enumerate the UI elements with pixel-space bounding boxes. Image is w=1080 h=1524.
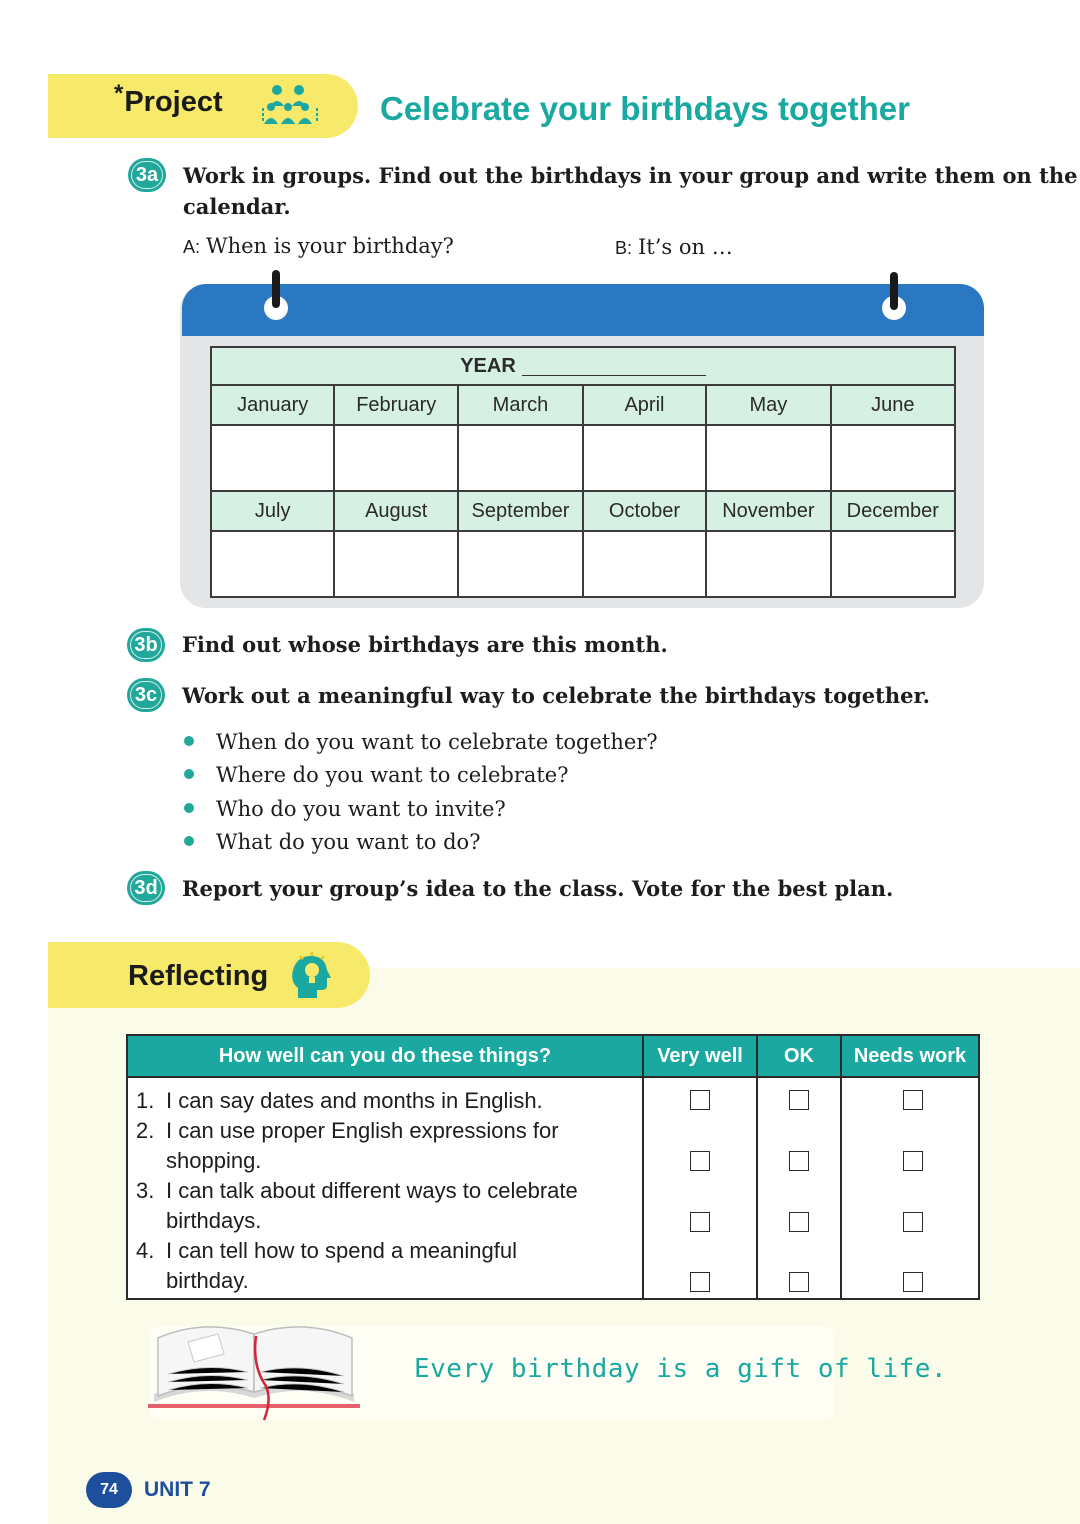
- checkbox-ok-3[interactable]: [789, 1212, 809, 1232]
- header-ok: OK: [757, 1035, 841, 1077]
- month-header: May: [706, 385, 830, 425]
- project-title: Celebrate your birthdays together: [380, 90, 910, 127]
- lightbulb-head-icon: [290, 950, 334, 1000]
- header-needs-work: Needs work: [841, 1035, 979, 1077]
- month-write-cell[interactable]: [583, 531, 706, 597]
- unit-label: UNIT 7: [144, 1478, 211, 1501]
- month-write-cell[interactable]: [831, 531, 955, 597]
- list-item: Who do you want to invite?: [184, 793, 658, 826]
- checkbox-very-well-1[interactable]: [690, 1090, 710, 1110]
- bullet-icon: [184, 769, 194, 779]
- page-number: 74: [86, 1472, 132, 1508]
- ok-column: [757, 1077, 841, 1299]
- checkbox-needs-work-3[interactable]: [903, 1212, 923, 1232]
- month-header: September: [458, 491, 583, 531]
- statements-cell: [127, 1077, 643, 1299]
- bullet-icon: [184, 736, 194, 746]
- month-header: June: [831, 385, 955, 425]
- open-book-icon: [148, 1324, 362, 1424]
- very-well-column: [643, 1077, 757, 1299]
- optional-star: *: [114, 80, 124, 107]
- step-3a-instruction: Work in groups. Find out the birthdays in your group and write them on the calendar.: [183, 163, 1078, 219]
- month-header: October: [583, 491, 706, 531]
- dialog-a: A: When is your birthday?: [183, 234, 454, 258]
- calendar-clip-left: [272, 270, 280, 308]
- checkbox-ok-4[interactable]: [789, 1272, 809, 1292]
- month-header: December: [831, 491, 955, 531]
- project-label: *Project: [114, 80, 223, 118]
- month-write-cell[interactable]: [831, 425, 955, 491]
- month-write-cell[interactable]: [706, 425, 830, 491]
- month-write-cell[interactable]: [706, 531, 830, 597]
- month-write-cell[interactable]: [211, 425, 334, 491]
- month-header: August: [334, 491, 458, 531]
- group-icon: [260, 84, 320, 128]
- month-header: July: [211, 491, 334, 531]
- speaker-b: B:: [615, 238, 633, 258]
- month-write-cell[interactable]: [458, 531, 583, 597]
- checkbox-needs-work-1[interactable]: [903, 1090, 923, 1110]
- month-write-cell[interactable]: [334, 531, 458, 597]
- month-header: November: [706, 491, 830, 531]
- month-write-cell[interactable]: [211, 531, 334, 597]
- checkbox-ok-1[interactable]: [789, 1090, 809, 1110]
- month-header: January: [211, 385, 334, 425]
- month-write-cell[interactable]: [583, 425, 706, 491]
- month-header: February: [334, 385, 458, 425]
- checkbox-very-well-3[interactable]: [690, 1212, 710, 1232]
- step-3c-badge: 3c: [127, 678, 165, 712]
- calendar-header: [182, 284, 984, 336]
- step-3c-instruction: Work out a meaningful way to celebrate the birthdays together.: [182, 683, 930, 708]
- calendar-clip-right: [890, 272, 898, 310]
- month-write-cell[interactable]: [458, 425, 583, 491]
- year-cell[interactable]: YEAR: [211, 347, 955, 385]
- month-header: April: [583, 385, 706, 425]
- checkbox-ok-2[interactable]: [789, 1151, 809, 1171]
- list-item: When do you want to celebrate together?: [184, 726, 658, 759]
- year-blank[interactable]: [522, 375, 706, 376]
- checkbox-very-well-2[interactable]: [690, 1151, 710, 1171]
- step-3b-badge: 3b: [127, 628, 165, 662]
- checkbox-very-well-4[interactable]: [690, 1272, 710, 1292]
- needs-work-column: [841, 1077, 979, 1299]
- speaker-a: A:: [183, 237, 201, 257]
- step-3d-instruction: Report your group’s idea to the class. Vote for the best plan.: [182, 876, 894, 901]
- checkbox-needs-work-2[interactable]: [903, 1151, 923, 1171]
- month-header: March: [458, 385, 583, 425]
- list-item: Where do you want to celebrate?: [184, 759, 658, 792]
- step-3a-badge: 3a: [128, 158, 166, 192]
- header-very-well: Very well: [643, 1035, 757, 1077]
- statement-item: 3. I can talk about different ways to celebrate birthdays.: [136, 1178, 578, 1233]
- quote-text: Every birthday is a gift of life.: [414, 1354, 948, 1384]
- list-item: What do you want to do?: [184, 826, 658, 859]
- step-3d-badge: 3d: [127, 871, 165, 905]
- header-question: How well can you do these things?: [127, 1035, 643, 1077]
- bullet-icon: [184, 836, 194, 846]
- dialog-b: B: It’s on …: [615, 235, 733, 259]
- self-assessment-table: [126, 1034, 980, 1300]
- birthday-calendar: [210, 346, 956, 598]
- can-do-list: [128, 1078, 642, 1296]
- statement-item: 2. I can use proper English expressions for shopping.: [136, 1118, 559, 1173]
- statement-item: 1. I can say dates and months in English.: [136, 1088, 543, 1113]
- planning-questions: [184, 726, 658, 860]
- step-3b-instruction: Find out whose birthdays are this month.: [182, 632, 668, 657]
- statement-item: 4. I can tell how to spend a meaningful birthday.: [136, 1238, 518, 1293]
- bullet-icon: [184, 803, 194, 813]
- month-write-cell[interactable]: [334, 425, 458, 491]
- checkbox-needs-work-4[interactable]: [903, 1272, 923, 1292]
- reflecting-label: Reflecting: [128, 960, 269, 992]
